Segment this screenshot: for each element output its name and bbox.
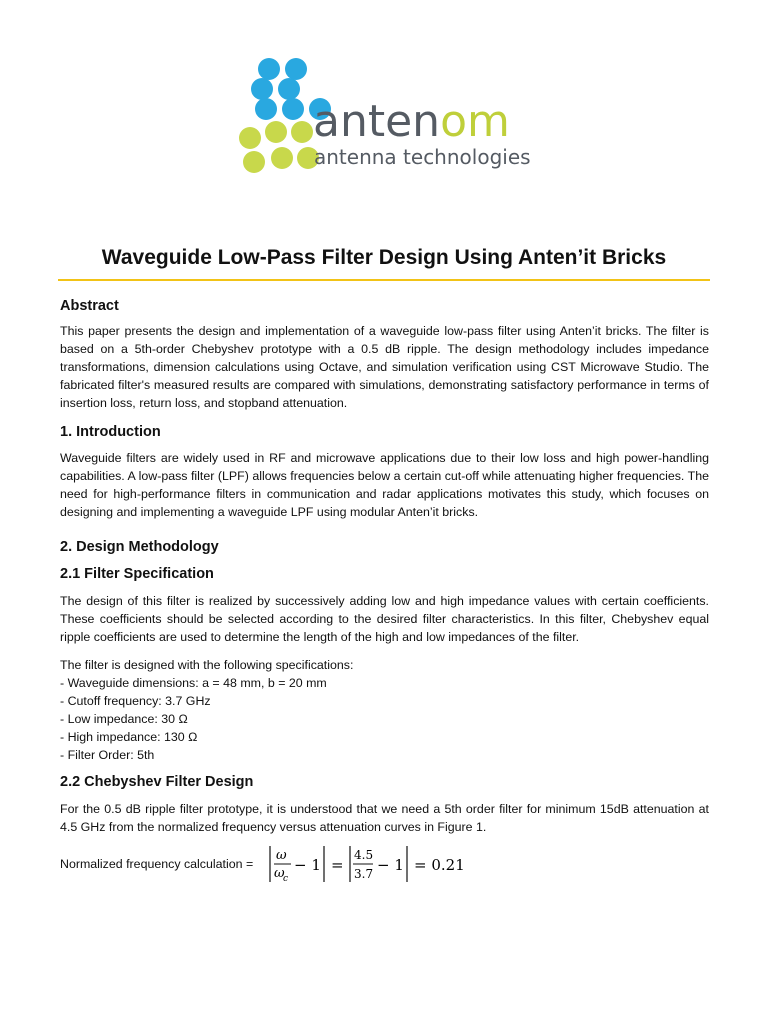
formula-minus-one-b: − 1 (377, 856, 405, 874)
spec-item: - Cutoff frequency: 3.7 GHz (60, 694, 211, 708)
paper-title: Waveguide Low-Pass Filter Design Using Anten’it Bricks (101, 246, 667, 269)
formula-denominator: 3.7 (354, 867, 374, 881)
spec-list (60, 674, 709, 764)
paper-body (60, 296, 709, 884)
logo-dot-blue (255, 98, 277, 120)
logo-word-prefix: anten (313, 96, 441, 147)
spec-item: - Low impedance: 30 Ω (60, 712, 188, 726)
formula-row (60, 844, 709, 884)
formula-numerator: 4.5 (354, 848, 374, 862)
formula-result: = 0.21 (414, 856, 465, 874)
formula-minus-one-a: − 1 (294, 856, 322, 874)
chebyshev-text: For the 0.5 dB ripple filter prototype, it is understood that we need a 5th order filter for minimum 15dB attenuation at 4.5 GHz from the normalized frequency versus attenuation curves in Figure 1. (60, 802, 709, 834)
formula-omega-c: ω (274, 866, 285, 881)
formula-sub-c: c (283, 874, 289, 884)
formula-omega: ω (276, 848, 287, 863)
intro-text: Waveguide filters are widely used in RF and microwave applications due to their low loss and high power-handling capabilities. A low-pass filter (LPF) allows frequencies below a certain cut-off while attenuating higher frequencies. The need for high-performance filters in communication and radar applications motivates this study, which focuses on designing and implementing a waveguide LPF using modular Anten’it bricks. (60, 451, 709, 519)
logo-dot-green (265, 121, 287, 143)
logo-dot-green (239, 127, 261, 149)
intro-heading: 1. Introduction (60, 424, 161, 440)
chebyshev-heading: 2.2 Chebyshev Filter Design (60, 774, 254, 790)
logo-dot-blue (285, 58, 307, 80)
logo-dot-green (271, 147, 293, 169)
spec-item: - Filter Order: 5th (60, 748, 155, 762)
abstract-heading: Abstract (60, 298, 119, 314)
logo-wordmark (313, 96, 510, 147)
spec-item: - Waveguide dimensions: a = 48 mm, b = 20 mm (60, 676, 327, 690)
design-heading: 2. Design Methodology (60, 539, 219, 555)
logo-dot-blue (251, 78, 273, 100)
formula-equals: = (331, 856, 344, 874)
spec-heading: 2.1 Filter Specification (60, 566, 214, 582)
spec-text: The design of this filter is realized by successively adding low and high impedance values with certain coefficients. These coefficients should be selected according to the desired filter characteristics. In this filter, Chebyshev equal ripple coefficients are used to determine the length of the high and low impedances of the filter. (60, 594, 709, 644)
spec-item: - High impedance: 130 Ω (60, 730, 198, 744)
spec-intro: The filter is designed with the following specifications: (60, 658, 354, 672)
formula-label: Normalized frequency calculation = (60, 857, 254, 871)
logo-dot-blue (258, 58, 280, 80)
logo-dot-green (291, 121, 313, 143)
logo-tagline: antenna technologies (314, 145, 531, 169)
logo-word-accent: om (440, 96, 510, 147)
logo-dot-blue (278, 78, 300, 100)
logo-dot-blue (282, 98, 304, 120)
normalized-frequency-formula (267, 844, 507, 884)
logo-dot-green (243, 151, 265, 173)
title-rule (58, 279, 710, 281)
abstract-text: This paper presents the design and implementation of a waveguide low-pass filter using Anten’it bricks. The filter is based on a 5th-order Chebyshev prototype with a 0.5 dB ripple. The design methodology includes impedance transformations, dimension calculations using Octave, and simulation verification using CST Microwave Studio. The fabricated filter's measured results are compared with simulations, demonstrating satisfactory performance in terms of insertion loss, return loss, and stopband attenuation. (60, 324, 709, 410)
